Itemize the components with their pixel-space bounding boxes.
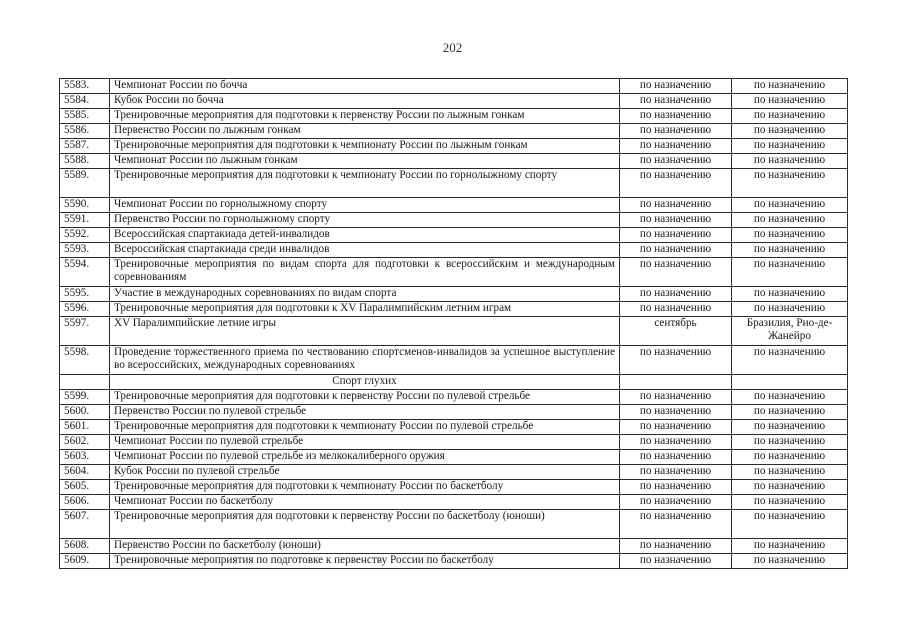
event-name: Тренировочные мероприятия для подготовки к чемпионату России по баскетболу [110,480,620,495]
event-date: по назначению [620,287,732,302]
event-name: Всероссийская спартакиада детей-инвалидов [110,228,620,243]
event-date: по назначению [620,435,732,450]
event-name: Кубок России по пулевой стрельбе [110,465,620,480]
table-row [60,213,848,228]
section-header-row [60,375,848,390]
table-row [60,228,848,243]
event-name: Всероссийская спартакиада среди инвалидов [110,243,620,258]
event-place: по назначению [732,554,848,569]
event-name: Тренировочные мероприятия для подготовки к чемпионату России по пулевой стрельбе [110,420,620,435]
event-place: по назначению [732,465,848,480]
event-place: по назначению [732,94,848,109]
event-date: по назначению [620,390,732,405]
table-row [60,79,848,94]
event-place: по назначению [732,154,848,169]
event-name: Тренировочные мероприятия для подготовки к первенству России по баскетболу (юноши) [110,510,620,539]
event-date: по назначению [620,198,732,213]
table-row [60,258,848,287]
event-name: Тренировочные мероприятия для подготовки к XV Паралимпийским летним играм [110,302,620,317]
event-place: по назначению [732,435,848,450]
event-place: по назначению [732,198,848,213]
table-row [60,94,848,109]
table-row [60,169,848,198]
event-place: по назначению [732,405,848,420]
event-place: по назначению [732,420,848,435]
table-row [60,390,848,405]
event-name: Тренировочные мероприятия для подготовки к чемпионату России по лыжным гонкам [110,139,620,154]
event-date: по назначению [620,465,732,480]
event-place: по назначению [732,228,848,243]
event-date: по назначению [620,510,732,539]
row-number: 5602. [60,435,110,450]
event-name: Тренировочные мероприятия для подготовки к первенству России по пулевой стрельбе [110,390,620,405]
event-place: по назначению [732,169,848,198]
event-date: по назначению [620,94,732,109]
event-name: Тренировочные мероприятия по подготовке к первенству России по баскетболу [110,554,620,569]
event-place: по назначению [732,124,848,139]
events-table [59,78,848,569]
row-number: 5607. [60,510,110,539]
row-number: 5586. [60,124,110,139]
table-row [60,346,848,375]
event-date: по назначению [620,539,732,554]
event-date: по назначению [620,346,732,375]
event-name: Чемпионат России по бочча [110,79,620,94]
event-date: по назначению [620,228,732,243]
event-date: по назначению [620,302,732,317]
table-row [60,435,848,450]
event-date: по назначению [620,213,732,228]
table-row [60,198,848,213]
event-date: по назначению [620,154,732,169]
event-date: по назначению [620,139,732,154]
row-number: 5585. [60,109,110,124]
event-date: по назначению [620,405,732,420]
event-name: Первенство России по горнолыжному спорту [110,213,620,228]
row-number: 5606. [60,495,110,510]
event-place: по назначению [732,109,848,124]
section-number-cell [60,375,110,390]
row-number: 5603. [60,450,110,465]
event-date: по назначению [620,554,732,569]
row-number: 5598. [60,346,110,375]
event-name: Тренировочные мероприятия по видам спорта для подготовки к всероссийским и международным соревнованиям [110,258,620,287]
row-number: 5593. [60,243,110,258]
event-name: Первенство России по лыжным гонкам [110,124,620,139]
table-row [60,302,848,317]
event-date: по назначению [620,420,732,435]
event-place: по назначению [732,79,848,94]
event-date: по назначению [620,79,732,94]
event-date: по назначению [620,169,732,198]
event-name: Кубок России по бочча [110,94,620,109]
table-row [60,495,848,510]
row-number: 5595. [60,287,110,302]
event-place: по назначению [732,390,848,405]
table-row [60,450,848,465]
table-row [60,405,848,420]
event-place: по назначению [732,139,848,154]
table-row [60,465,848,480]
event-place: по назначению [732,346,848,375]
event-name: Первенство России по пулевой стрельбе [110,405,620,420]
event-name: Проведение торжественного приема по чествованию спортсменов-инвалидов за успешное выступление во всероссийских, международных соревнованиях [110,346,620,375]
section-date-cell [620,375,732,390]
event-place: по назначению [732,287,848,302]
section-title: Спорт глухих [110,375,620,390]
event-name: Чемпионат России по лыжным гонкам [110,154,620,169]
row-number: 5597. [60,317,110,346]
event-place: по назначению [732,510,848,539]
row-number: 5590. [60,198,110,213]
row-number: 5601. [60,420,110,435]
table-row [60,317,848,346]
table-row [60,124,848,139]
table-row [60,109,848,124]
row-number: 5596. [60,302,110,317]
event-name: Тренировочные мероприятия для подготовки к чемпионату России по горнолыжному спорту [110,169,620,198]
section-place-cell [732,375,848,390]
event-place: по назначению [732,302,848,317]
event-name: XV Паралимпийские летние игры [110,317,620,346]
event-place: по назначению [732,539,848,554]
event-date: по назначению [620,480,732,495]
row-number: 5591. [60,213,110,228]
row-number: 5599. [60,390,110,405]
page-number: 202 [442,40,463,55]
event-place: Бразилия, Рио-де-Жанейро [732,317,848,346]
table-row [60,480,848,495]
table-row [60,139,848,154]
event-place: по назначению [732,495,848,510]
event-place: по назначению [732,243,848,258]
event-date: по назначению [620,495,732,510]
row-number: 5604. [60,465,110,480]
table-row [60,420,848,435]
event-date: по назначению [620,258,732,287]
table-row [60,243,848,258]
row-number: 5587. [60,139,110,154]
event-name: Тренировочные мероприятия для подготовки к первенству России по лыжным гонкам [110,109,620,124]
event-name: Участие в международных соревнованиях по видам спорта [110,287,620,302]
row-number: 5609. [60,554,110,569]
table-row [60,154,848,169]
event-name: Чемпионат России по баскетболу [110,495,620,510]
event-place: по назначению [732,480,848,495]
row-number: 5594. [60,258,110,287]
row-number: 5592. [60,228,110,243]
event-place: по назначению [732,258,848,287]
event-date: по назначению [620,124,732,139]
event-date: по назначению [620,450,732,465]
table-row [60,287,848,302]
row-number: 5588. [60,154,110,169]
row-number: 5608. [60,539,110,554]
row-number: 5600. [60,405,110,420]
row-number: 5589. [60,169,110,198]
table-row [60,539,848,554]
row-number: 5605. [60,480,110,495]
event-name: Чемпионат России по горнолыжному спорту [110,198,620,213]
event-name: Первенство России по баскетболу (юноши) [110,539,620,554]
event-place: по назначению [732,213,848,228]
event-date: по назначению [620,109,732,124]
event-place: по назначению [732,450,848,465]
event-date: по назначению [620,243,732,258]
event-name: Чемпионат России по пулевой стрельбе из мелкокалиберного оружия [110,450,620,465]
event-name: Чемпионат России по пулевой стрельбе [110,435,620,450]
table-row [60,554,848,569]
event-date: сентябрь [620,317,732,346]
row-number: 5584. [60,94,110,109]
table-row [60,510,848,539]
row-number: 5583. [60,79,110,94]
